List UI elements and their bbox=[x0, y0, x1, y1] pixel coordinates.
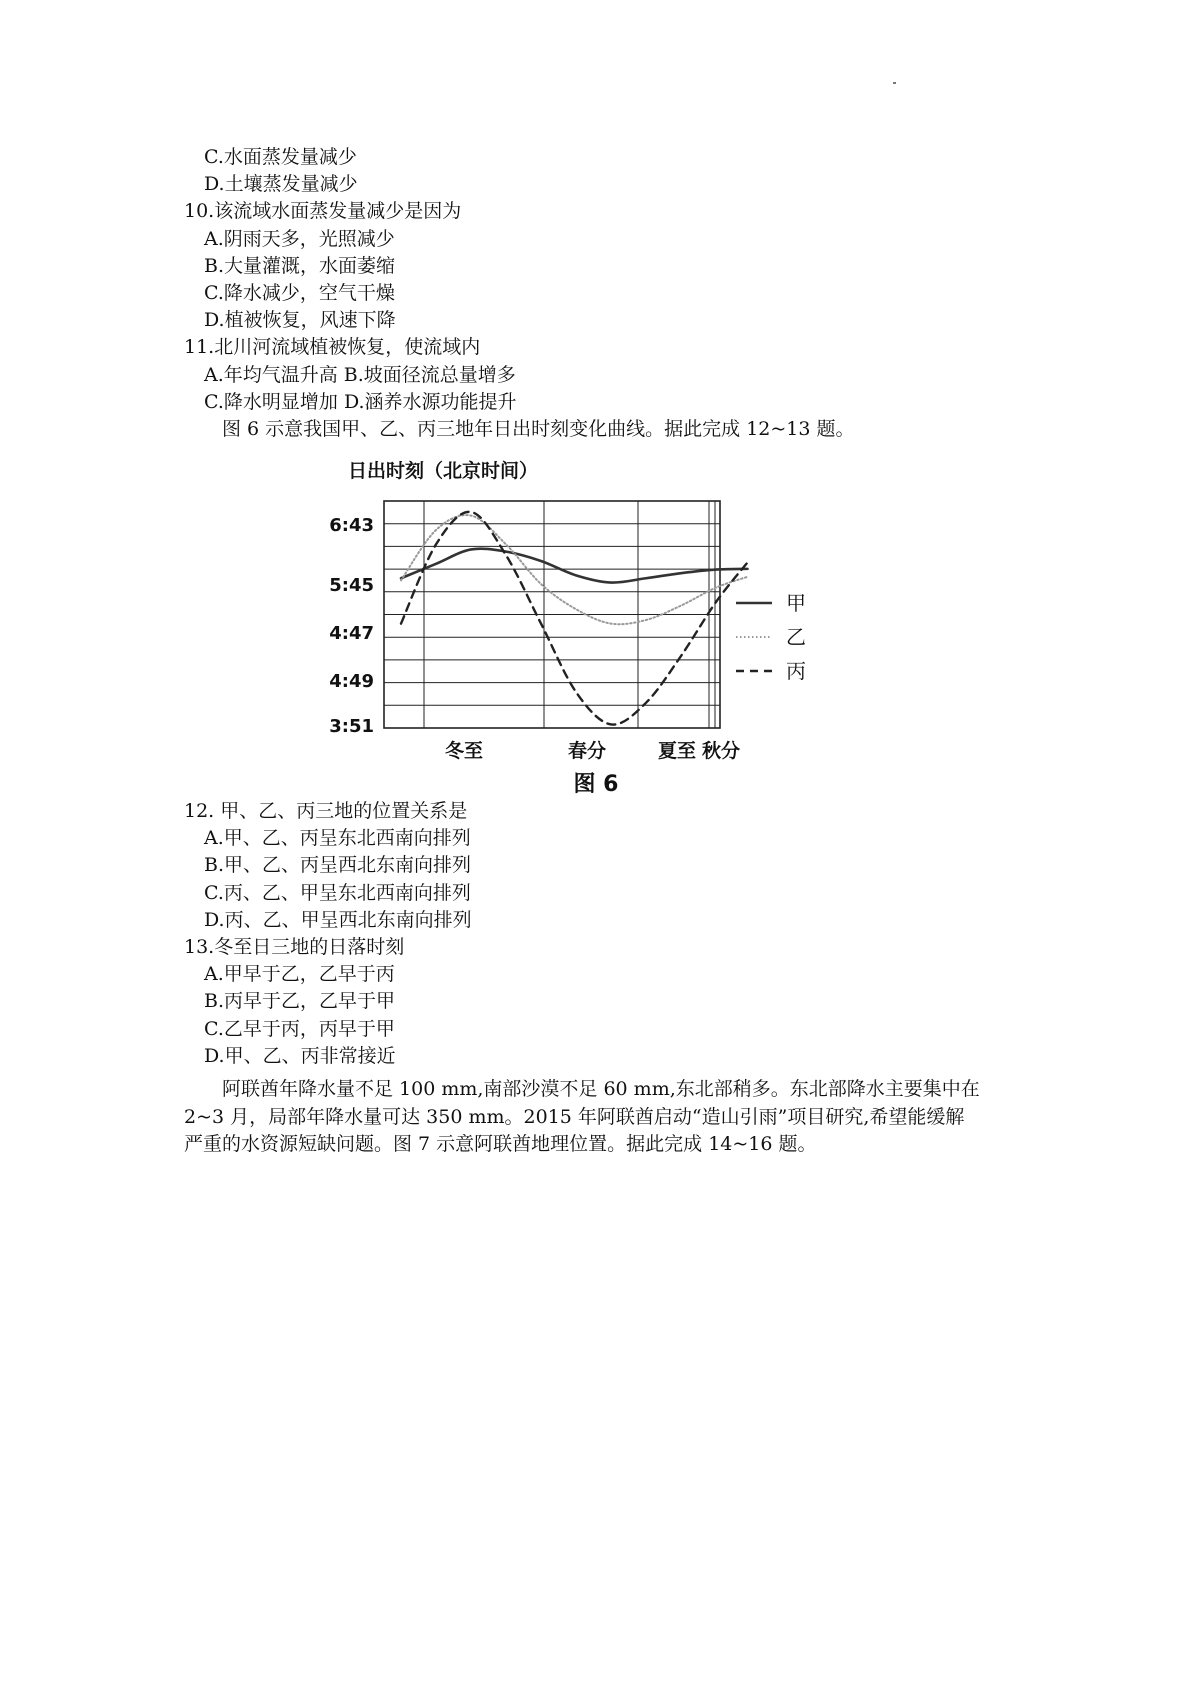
text-line: 13.冬至日三地的日落时刻 bbox=[184, 936, 405, 958]
x-tick-label: 春分 bbox=[567, 740, 607, 762]
text-line: 11.北川河流域植被恢复，使流域内 bbox=[184, 336, 481, 359]
y-tick-label: 4:47 bbox=[329, 623, 374, 644]
text-line: B.丙早于乙，乙早于甲 bbox=[204, 990, 396, 1013]
x-tick-label: 冬至 bbox=[444, 740, 484, 762]
chart-series bbox=[401, 512, 748, 725]
figure-6 bbox=[329, 453, 876, 797]
legend-label: 乙 bbox=[786, 625, 806, 649]
text-line: A.甲、乙、丙呈东北西南向排列 bbox=[204, 827, 471, 850]
y-tick-label: 6:43 bbox=[329, 515, 374, 536]
sunrise-chart bbox=[329, 453, 876, 797]
chart-labels bbox=[329, 459, 806, 797]
text-line: D.土壤蒸发量减少 bbox=[204, 173, 358, 196]
text-line: A.阴雨天多，光照减少 bbox=[204, 227, 395, 250]
x-tick-label: 秋分 bbox=[701, 740, 741, 762]
y-tick-label: 5:45 bbox=[329, 575, 374, 596]
series-line-乙 bbox=[401, 515, 748, 624]
text-line: A.年均气温升高 B.坡面径流总量增多 bbox=[204, 363, 516, 386]
x-tick-label: 夏至 bbox=[657, 740, 697, 762]
y-tick-label: 4:49 bbox=[329, 671, 374, 692]
series-line-甲 bbox=[401, 549, 748, 583]
text-line: B.大量灌溉，水面萎缩 bbox=[204, 254, 396, 277]
y-tick-label: 3:51 bbox=[329, 716, 374, 737]
text-line: C.水面蒸发量减少 bbox=[204, 146, 357, 168]
paragraph-line: 严重的水资源短缺问题。图 7 示意阿联酋地理位置。据此完成 14~16 题。 bbox=[184, 1133, 817, 1155]
figure-caption: 图 6 bbox=[573, 772, 619, 797]
text-line: A.甲早于乙，乙早于丙 bbox=[204, 963, 395, 986]
series-line-丙 bbox=[401, 512, 748, 725]
paragraph-line: 阿联酋年降水量不足 100 mm,南部沙漠不足 60 mm,东北部稍多。东北部降水主要集中在 bbox=[222, 1078, 980, 1100]
legend-label: 丙 bbox=[786, 659, 806, 683]
text-line: C.降水明显增加 D.涵养水源功能提升 bbox=[204, 390, 517, 413]
text-line: 12. 甲、乙、丙三地的位置关系是 bbox=[184, 800, 468, 822]
text-line: C.丙、乙、甲呈东北西南向排列 bbox=[204, 881, 471, 904]
text-line: C.降水减少，空气干燥 bbox=[204, 282, 395, 304]
text-line: B.甲、乙、丙呈西北东南向排列 bbox=[204, 854, 472, 877]
legend-label: 甲 bbox=[786, 591, 806, 615]
text-line: C.乙早于丙，丙早于甲 bbox=[204, 1017, 395, 1040]
text-line: D.甲、乙、丙非常接近 bbox=[204, 1044, 396, 1067]
paragraph-line: 2~3 月，局部年降水量可达 350 mm。2015 年阿联酋启动“造山引雨”项目研究,希望能缓解 bbox=[184, 1105, 965, 1128]
text-line: 10.该流域水面蒸发量减少是因为 bbox=[184, 200, 462, 223]
text-line: D.丙、乙、甲呈西北东南向排列 bbox=[204, 908, 472, 931]
chart-grid bbox=[384, 501, 720, 728]
chart-ylabel: 日出时刻（北京时间） bbox=[348, 460, 539, 482]
page-mark bbox=[893, 82, 896, 84]
text-line: D.植被恢复，风速下降 bbox=[204, 309, 396, 332]
text-line: 图 6 示意我国甲、乙、丙三地年日出时刻变化曲线。据此完成 12~13 题。 bbox=[222, 418, 855, 440]
